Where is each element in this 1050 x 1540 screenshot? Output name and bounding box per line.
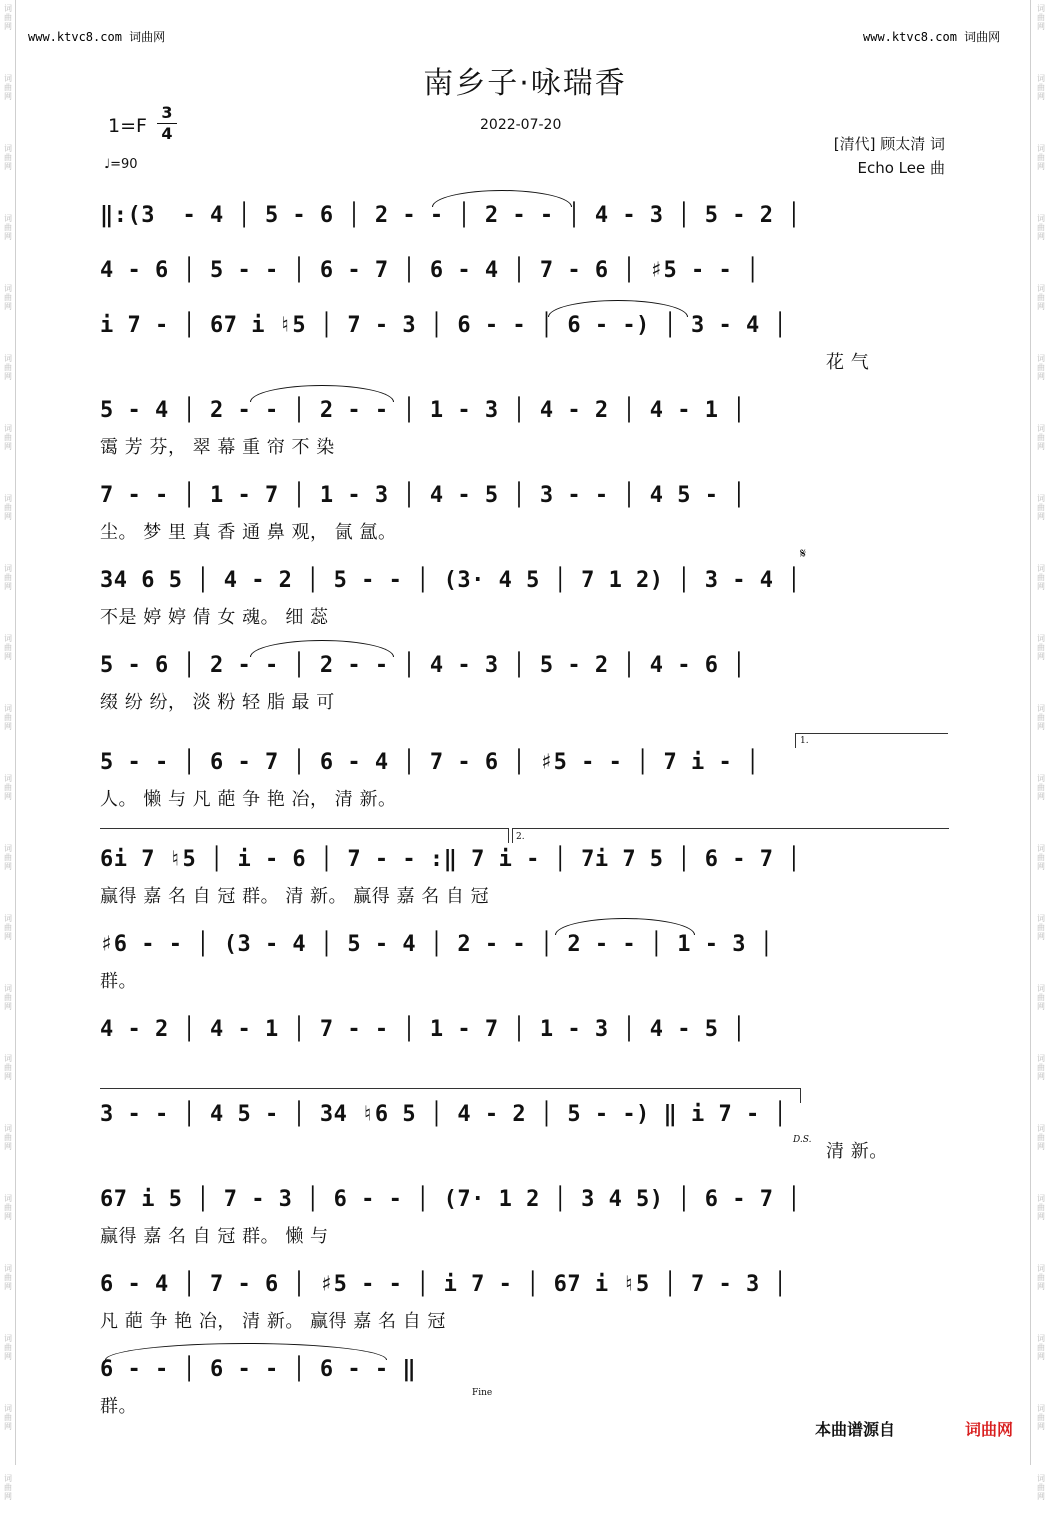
watermark-text: 词 曲 网 xyxy=(1037,704,1045,731)
watermark-text: 词 曲 网 xyxy=(4,494,12,521)
watermark-text: 词 曲 网 xyxy=(4,4,12,31)
right-watermark-strip xyxy=(1034,0,1048,1501)
watermark-text: 词 曲 网 xyxy=(1037,1124,1045,1151)
watermark-text: 词 曲 网 xyxy=(4,704,12,731)
watermark-text: 词 曲 网 xyxy=(1037,914,1045,941)
watermark-text: 词 曲 网 xyxy=(1037,984,1045,1011)
notation-row-12: 3 - - │ 4 5 - │ 34 ♮6 5 │ 4 - 2 │ 5 - -) ‖ i 7 - │ xyxy=(100,1102,788,1127)
notation-row-1: ‖:(3 - 4 │ 5 - 6 │ 2 - - │ 2 - - │ 4 - 3 │ 5 - 2 │ xyxy=(100,203,802,228)
site-url-right: www.ktvc8.com 词曲网 xyxy=(863,30,1001,44)
watermark-text: 词 曲 网 xyxy=(1037,1264,1045,1291)
tie-row-4 xyxy=(250,385,394,402)
watermark-text: 词 曲 网 xyxy=(4,1124,12,1151)
watermark-text: 词 曲 网 xyxy=(4,1334,12,1361)
lyric-row-13: 赢得 嘉 名 自 冠 群。 懒 与 xyxy=(100,1226,329,1247)
watermark-text: 词 曲 网 xyxy=(4,1054,12,1081)
watermark-text: 词 曲 网 xyxy=(1037,424,1045,451)
watermark-text: 词 曲 网 xyxy=(1037,4,1045,31)
watermark-text: 词 曲 网 xyxy=(1037,1194,1045,1221)
first-ending-continuation xyxy=(100,828,509,843)
composer-credit: Echo Lee 曲 xyxy=(857,159,945,177)
left-watermark-strip xyxy=(1,0,15,1501)
watermark-text: 词 曲 网 xyxy=(4,774,12,801)
notation-row-9: 6i 7 ♮5 │ i - 6 │ 7 - - :‖ 7 i - │ 7i 7 5 │ 6 - 7 │ xyxy=(100,847,802,872)
watermark-text: 词 曲 网 xyxy=(1037,1474,1045,1501)
notation-row-6: 34 6 5 │ 4 - 2 │ 5 - - │ (3· 4 5 │ 7 1 2) │ 3 - 4 │ xyxy=(100,568,802,593)
tie-row-10 xyxy=(555,918,695,935)
watermark-text: 词 曲 网 xyxy=(4,564,12,591)
meter-bottom: 4 xyxy=(161,124,173,143)
watermark-text: 词 曲 网 xyxy=(4,424,12,451)
lyric-row-14: 凡 葩 争 艳 冶， 清 新。 赢得 嘉 名 自 冠 xyxy=(100,1311,446,1332)
lyric-row-6: 不是 婷 婷 倩 女 魂。 细 蕊 xyxy=(100,607,329,628)
watermark-text: 词 曲 网 xyxy=(1037,214,1045,241)
watermark-text: 词 曲 网 xyxy=(4,144,12,171)
tie-row-1 xyxy=(432,190,572,207)
lyric-row-15: 群。 xyxy=(100,1396,137,1417)
watermark-text: 词 曲 网 xyxy=(1037,564,1045,591)
right-margin-line xyxy=(1030,0,1031,1465)
watermark-text: 词 曲 网 xyxy=(4,354,12,381)
lyric-row-4: 霭 芳 芬， 翠 幕 重 帘 不 染 xyxy=(100,437,335,458)
watermark-text: 词 曲 网 xyxy=(1037,284,1045,311)
tie-row-3 xyxy=(548,300,688,317)
watermark-text: 词 曲 网 xyxy=(1037,634,1045,661)
watermark-text: 词 曲 网 xyxy=(4,214,12,241)
watermark-text: 词 曲 网 xyxy=(1037,774,1045,801)
first-ending-bracket xyxy=(795,733,948,748)
second-ending-bracket xyxy=(512,828,949,843)
watermark-text: 词 曲 网 xyxy=(1037,354,1045,381)
watermark-text: 词 曲 网 xyxy=(4,844,12,871)
notation-row-2: 4 - 6 │ 5 - - │ 6 - 7 │ 6 - 4 │ 7 - 6 │ ♯5 - - │ xyxy=(100,258,760,283)
notation-row-11: 4 - 2 │ 4 - 1 │ 7 - - │ 1 - 7 │ 1 - 3 │ 4 - 5 │ xyxy=(100,1017,747,1042)
lyric-row-5: 尘。 梦 里 真 香 通 鼻 观， 氤 氲。 xyxy=(100,522,397,543)
watermark-text: 词 曲 网 xyxy=(1037,74,1045,101)
lyric-row-3: 花 气 xyxy=(826,352,870,373)
song-title: 南乡子·咏瑞香 xyxy=(423,66,627,101)
key-signature: 1=F xyxy=(108,115,147,137)
segno-mark: 𝄋 xyxy=(800,546,807,562)
watermark-text: 词 曲 网 xyxy=(4,914,12,941)
watermark-text: 词 曲 网 xyxy=(4,1194,12,1221)
notation-row-4: 5 - 4 │ 2 - - │ 2 - - │ 1 - 3 │ 4 - 2 │ 4 - 1 │ xyxy=(100,398,747,423)
notation-row-8: 5 - - │ 6 - 7 │ 6 - 4 │ 7 - 6 │ ♯5 - - │ 7 i - │ xyxy=(100,750,760,775)
watermark-text: 词 曲 网 xyxy=(1037,1404,1045,1431)
notation-row-3: i 7 - │ 67 i ♮5 │ 7 - 3 │ 6 - - │ 6 - -) │ 3 - 4 │ xyxy=(100,313,788,338)
watermark-text: 词 曲 网 xyxy=(1037,1054,1045,1081)
fine-mark: Fine xyxy=(472,1388,493,1398)
watermark-text: 词 曲 网 xyxy=(4,1474,12,1501)
tempo-marking: ♩=90 xyxy=(104,157,138,172)
watermark-text: 词 曲 网 xyxy=(4,984,12,1011)
watermark-text: 词 曲 网 xyxy=(1037,144,1045,171)
time-signature xyxy=(157,104,177,143)
watermark-text: 词 曲 网 xyxy=(4,634,12,661)
source-site-link[interactable]: 词曲网 xyxy=(965,1420,1014,1439)
notation-row-5: 7 - - │ 1 - 7 │ 1 - 3 │ 4 - 5 │ 3 - - │ 4 5 - │ xyxy=(100,483,747,508)
notation-row-13: 67 i 5 │ 7 - 3 │ 6 - - │ (7· 1 2 │ 3 4 5) │ 6 - 7 │ xyxy=(100,1187,802,1212)
lyric-row-9: 赢得 嘉 名 自 冠 群。 清 新。 赢得 嘉 名 自 冠 xyxy=(100,886,490,907)
notation-row-10: ♯6 - - │ (3 - 4 │ 5 - 4 │ 2 - - │ 2 - - │ 1 - 3 │ xyxy=(100,932,774,957)
second-ending-label: 2. xyxy=(516,832,525,842)
tie-row-7 xyxy=(250,640,394,657)
source-label: 本曲谱源自 xyxy=(815,1420,896,1439)
watermark-text: 词 曲 网 xyxy=(4,1264,12,1291)
watermark-text: 词 曲 网 xyxy=(1037,844,1045,871)
lyric-row-10: 群。 xyxy=(100,971,137,992)
watermark-text: 词 曲 网 xyxy=(4,284,12,311)
ending-bracket-row-12 xyxy=(100,1088,801,1103)
left-margin-line xyxy=(15,0,16,1465)
notation-row-15: 6 - - │ 6 - - │ 6 - - ‖ xyxy=(100,1357,417,1382)
dal-segno-mark: D.S. xyxy=(793,1135,812,1145)
watermark-text: 词 曲 网 xyxy=(1037,494,1045,521)
first-ending-label: 1. xyxy=(800,736,809,746)
watermark-text: 词 曲 网 xyxy=(4,74,12,101)
notation-row-7: 5 - 6 │ 2 - - │ 2 - - │ 4 - 3 │ 5 - 2 │ 4 - 6 │ xyxy=(100,653,747,678)
lyric-row-12: 清 新。 xyxy=(826,1141,888,1162)
date: 2022-07-20 xyxy=(480,117,562,133)
lyric-row-8: 人。 懒 与 凡 葩 争 艳 冶， 清 新。 xyxy=(100,789,397,810)
watermark-text: 词 曲 网 xyxy=(1037,1334,1045,1361)
lyricist-credit: [清代] 顾太清 词 xyxy=(833,135,945,153)
site-url-left: www.ktvc8.com 词曲网 xyxy=(28,30,166,44)
lyric-row-7: 缀 纷 纷， 淡 粉 轻 脂 最 可 xyxy=(100,692,335,713)
watermark-text: 词 曲 网 xyxy=(4,1404,12,1431)
meter-top: 3 xyxy=(161,103,173,122)
notation-row-14: 6 - 4 │ 7 - 6 │ ♯5 - - │ i 7 - │ 67 i ♮5 │ 7 - 3 │ xyxy=(100,1272,788,1297)
